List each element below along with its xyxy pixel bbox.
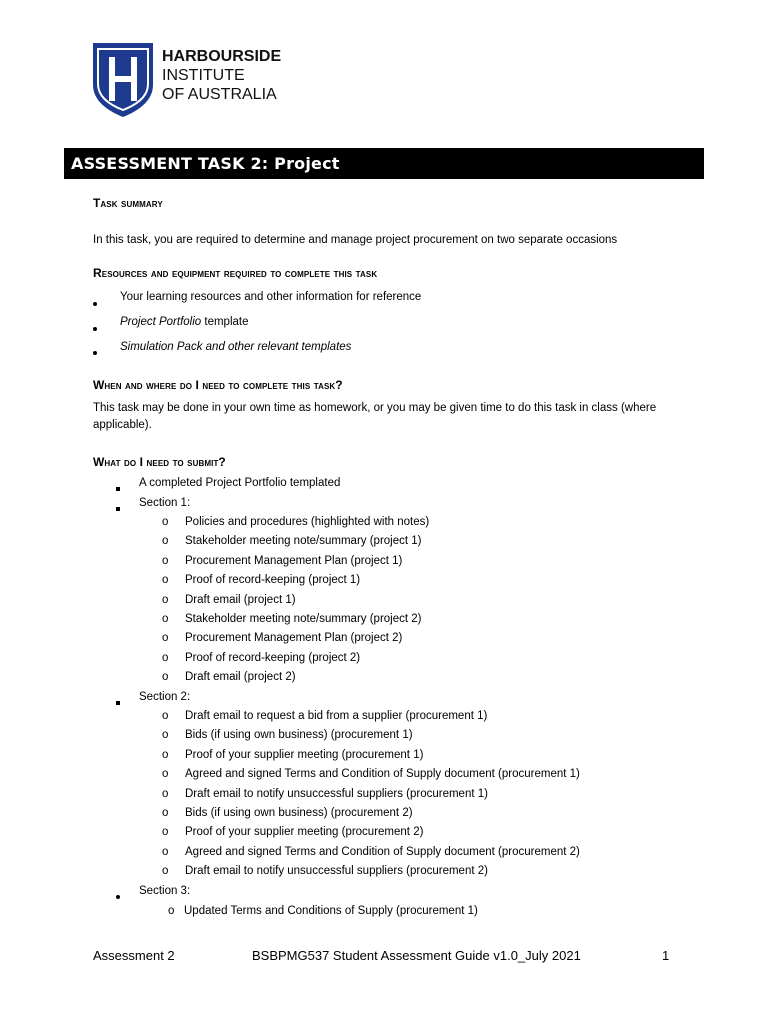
circle-bullet-icon: o [162,516,169,528]
institute-logo [92,41,292,121]
square-bullet-icon [116,507,120,511]
sub-list-item-text: Stakeholder meeting note/summary (project 1) [185,535,422,548]
page-title: ASSESSMENT TASK 2: Project [64,148,704,179]
circle-bullet-icon: o [162,807,169,819]
circle-bullet-icon: o [162,535,169,548]
circle-bullet-icon: o [162,768,169,781]
sub-list-item-text: Procurement Management Plan (project 1) [185,554,403,567]
logo-line-2: INSTITUTE [162,67,245,84]
circle-bullet-icon: o [162,651,169,664]
circle-bullet-icon: o [162,554,169,567]
circle-bullet-icon: o [162,613,169,625]
square-bullet-icon [116,701,120,705]
task-summary-heading: Task summary [93,196,163,210]
submit-heading: What do I need to submit? [93,455,226,469]
circle-bullet-icon: o [162,748,169,761]
sub-list-item-text: Agreed and signed Terms and Condition of Supply document (procurement 2) [185,845,580,858]
sub-list-item-text: Agreed and signed Terms and Condition of Supply document (procurement 1) [185,768,580,781]
square-bullet-icon [116,487,120,491]
page-number: 1 [662,948,670,963]
resources-heading: Resources and equipment required to complete this task [93,266,378,280]
circle-bullet-icon: o [162,574,169,587]
sub-list-item-text: Draft email (project 1) [185,593,296,606]
circle-bullet-icon: o [162,632,169,645]
sub-list-item-text: Policies and procedures (highlighted with notes) [185,516,430,528]
sub-list-item-text: Draft email (project 2) [185,671,296,684]
bullet-icon [93,351,97,355]
when-heading: When and where do I need to complete this task? [93,378,343,392]
sub-list-item-text: Procurement Management Plan (project 2) [185,632,403,645]
circle-bullet-icon: o [162,593,169,606]
footer-center: BSBPMG537 Student Assessment Guide v1.0_July 2021 [252,948,581,963]
bullet-icon [93,327,97,331]
shield-icon [92,41,154,119]
circle-bullet-icon: o [168,905,175,917]
circle-bullet-icon: o [162,787,169,800]
circle-bullet-icon: o [162,729,169,742]
task-summary-text: In this task, you are required to determine and manage project procurement on two separate occasions [93,234,618,246]
circle-bullet-icon: o [162,845,169,858]
logo-text [162,47,281,104]
logo-line-1: HARBOURSIDE [162,48,282,65]
sub-list-item-text: Proof of record-keeping (project 2) [185,651,361,664]
bullet-icon [116,895,120,899]
footer-left: Assessment 2 [93,948,175,963]
sub-list-item-text: Stakeholder meeting note/summary (project 2) [185,613,422,625]
logo-line-3: OF AUSTRALIA [162,86,277,103]
when-text: This task may be done in your own time as homework, or you may be given time to do this task in class (where applicable). [93,402,657,431]
sub-list-item-text: Updated Terms and Conditions of Supply (procurement 1) [184,905,478,917]
sub-list-item-text: Proof of your supplier meeting (procurement 2) [185,826,424,839]
circle-bullet-icon: o [162,826,169,839]
sub-list-item-text: Bids (if using own business) (procurement 2) [185,807,413,819]
sub-list-item-text: Draft email to notify unsuccessful suppliers (procurement 2) [185,865,488,878]
sub-list-item-text: Draft email to notify unsuccessful suppliers (procurement 1) [185,787,488,800]
sub-list-item-text: Proof of your supplier meeting (procurement 1) [185,748,424,761]
circle-bullet-icon: o [162,865,169,878]
sub-list-item-text: Bids (if using own business) (procurement 1) [185,729,413,742]
sub-list-item-text: Proof of record-keeping (project 1) [185,574,361,587]
circle-bullet-icon: o [162,671,169,684]
bullet-icon [93,302,97,306]
circle-bullet-icon: o [162,710,169,722]
sub-list-item-text: Draft email to request a bid from a supplier (procurement 1) [185,710,488,722]
